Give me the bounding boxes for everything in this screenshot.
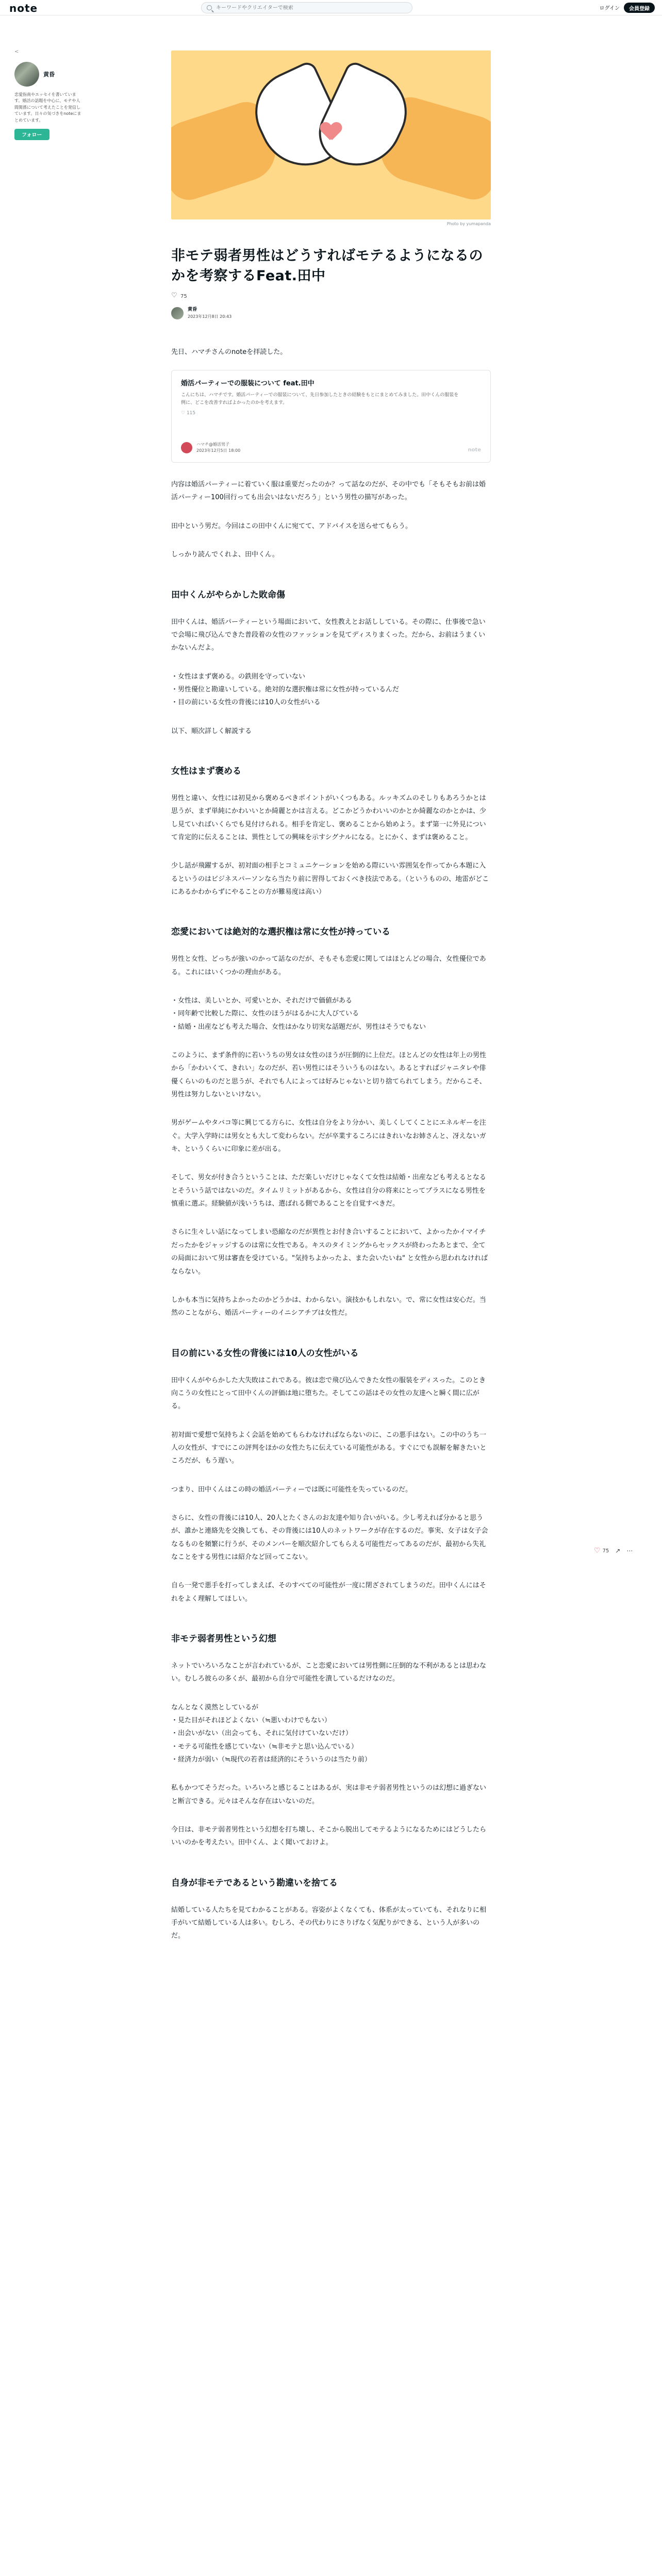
embed-title: 婚活パーティーでの服装について feat.田中	[181, 380, 315, 388]
section-heading: 目の前にいる女性の背後には10人の女性がいる	[171, 1348, 359, 1359]
creator-row	[14, 62, 81, 87]
bullet-list: ・女性は、美しいとか、可愛いとか、それだけで価値がある ・同年齢で比較した際に、女性のほうがはるかに大人びている ・結婚・出産なども考えた場合、女性はかなり切実な話題だが、男性はそうでもない	[171, 997, 426, 1031]
embed-author-avatar	[181, 442, 192, 453]
author-row	[171, 307, 491, 320]
embed-date: 2023年12月5日 18:00	[196, 448, 241, 453]
heart-illustration	[321, 123, 341, 143]
paragraph: なんとなく漠然としているが	[171, 1703, 259, 1711]
paragraph: 田中くんは、婚活パーティーという場面において、女性教えとお話ししている。その際に、仕事後で急いで会場に飛び込んできた普段着の女性のファッションを見てディスりまくった。だから、お前はうまくいかないんだよ。	[171, 618, 486, 652]
paragraph: 田中くんがやらかした大失敗はこれである。彼は恋で飛び込んできた女性の服装をディスった。このとき向こうの女性にとって田中くんの評価は地に堕ちた。そしてこの話はその女性の友達へと瞬く間に広がる。	[171, 1376, 486, 1411]
floating-like-count[interactable]: 75	[602, 1548, 609, 1554]
paragraph: 男がゲームやタバコ等に興じてる方らに、女性は自分をより分かい、美しくしてくことにエネルギーを注ぐ。大学入学時には男女とも大して変わらない。だが卒業するころにはきれいなお姉さんと、冴えないガキ、というくらいに印象に差が出る。	[171, 1119, 486, 1154]
embed-author-name: ハマチ@婚活男子	[196, 442, 229, 447]
signup-button[interactable]: 会員登録	[624, 3, 655, 13]
section-heading: 恋愛においては絶対的な選択権は常に女性が持っている	[171, 927, 390, 938]
follow-button[interactable]: フォロー	[14, 129, 49, 140]
paragraph: さらに、女性の背後には10人、20人とたくさんのお友達や知り合いがいる。少し考えれば分かると思うが、誰かと連絡先を交換しても、その背後には10人のネットワークが存在するのだ。事実、女子は女子会なるものを頻繁に行うが、そのメンバーを順次紹介してもらえる可能性だってあるのだが、最初から失礼なことをする男性には紹介など回ってこない。	[171, 1514, 488, 1561]
like-count[interactable]: 75	[180, 293, 187, 299]
paragraph: 私もかつてそうだった。いろいろと感じることはあるが、実は非モテ弱者男性というのは幻想に過ぎないと断言できる。元々はそんな存在はいないのだ。	[171, 1784, 487, 1805]
photo-credit[interactable]: Photo by yumapanda	[446, 222, 491, 226]
author-name[interactable]: 黄昏	[188, 307, 197, 313]
author-avatar[interactable]	[171, 307, 184, 319]
site-header	[0, 0, 662, 15]
like-row	[171, 293, 491, 299]
creator-name[interactable]: 黄昏	[43, 71, 55, 78]
paragraph: このように、まず条件的に若いうちの男女は女性のほうが圧倒的に上位だ。ほとんどの女性は年上の男性から「かわいくて、きれい」なのだが、若い男性にはそういうものはない。あるとすればジャニタレや俳優くらいのものだと思うが、それでも人によっては好みじゃないと切り捨てられてしまう。だからこそ、男性は努力しないといけない。	[171, 1052, 487, 1099]
paragraph: 内容は婚活パーティーに着ていく服は重要だったのか？って話なのだが、その中でも「そもそもお前は婚活パーティー100回行っても出会いはないだろう」という男性の描写があった。	[171, 481, 486, 502]
creator-avatar[interactable]	[14, 62, 39, 87]
author-meta	[188, 307, 231, 320]
embed-author	[181, 442, 240, 454]
bullet-list: ・見た目がそれほどよくない（≒悪いわけでもない） ・出会いがない（出会っても、それに気付けていないだけ） ・モテる可能性を感じていない（≒非モテと思い込んでいる） ・経済力が弱い（≒現代の若者は経済的にそういうのは当たり前）	[171, 1717, 371, 1764]
more-icon[interactable]: ⋯	[626, 1547, 633, 1554]
creator-sidebar	[14, 49, 81, 140]
share-icon[interactable]: ↗	[615, 1547, 621, 1554]
article-title: 非モテ弱者男性はどうすればモテるようになるのかを考察するFeat.田中	[171, 248, 483, 284]
paragraph: 男性と違い、女性には初見から褒めるべきポイントがいくつもある。ルッキズムのそしりもあろうかとは思うが、まず単純にかわいいとか綺麗とかは言える。どこかどうかわいいのかとか綺麗なのかとかは、少し見ていればいくらでも見付けられる。相手を肯定し、褒めることから始めよう。まず第一に外見について肯定的に伝えることは、異性としての興味を示すシグナルになる。とにかく、まずは褒めること。	[171, 794, 487, 841]
paragraph: 少し話が飛躍するが、初対面の相手とコミュニケーションを始める際にいい雰囲気を作ってから本題に入るというのはビジネスパーソンなら当たり前に習得しておくべき技法である。（というものの、地雷がどこにあるかわからずにやることの方が難易度は高い）	[171, 862, 489, 896]
hero-image	[171, 50, 491, 219]
section-heading: 自身が非モテであるという勘違いを捨てる	[171, 1877, 338, 1888]
section-heading: 田中くんがやらかした敗命傷	[171, 589, 285, 600]
paragraph: しかも本当に気持ちよかったのかどうかは、わからない。演技かもしれない。で、常に女性は安心だ。当然のことながら、婚活パーティーのイニシアチブは女性だ。	[171, 1296, 486, 1317]
search-icon	[207, 5, 212, 10]
intro-paragraph: 先日、ハマチさんのnoteを拝読した。	[171, 348, 287, 356]
floating-like-icon[interactable]: ♡	[594, 1547, 601, 1555]
section-heading: 非モテ弱者男性という幻想	[171, 1634, 276, 1644]
paragraph: つまり、田中くんはこの時の婚活パーティーでは既に可能性を失っているのだ。	[171, 1485, 412, 1494]
floating-action-bar	[594, 1547, 633, 1555]
bullet-list: ・女性はまず褒める。の鉄則を守っていない ・男性優位と勘違いしている。絶対的な選択権は常に女性が持っているんだ ・目の前にいる女性の背後には10人の女性がいる	[171, 672, 400, 707]
embed-like-count: ♡ 115	[181, 410, 196, 416]
paragraph: 初対面で愛想で気持ちよく会話を始めてもらわなければならないのに、この悪手はない。この中のうち一人の女性が、すでにこの評判をほかの女性たちに伝えている可能性がある。すぐにでも誤解を解きたいところだが、もう遅い。	[171, 1431, 487, 1465]
paragraph: 以下、順次詳しく解説する	[171, 727, 252, 735]
embed-description: こんにちは、ハマチです。婚活パーティーでの服装について、先日参加したときの経験をもとにまとめてみました。田中くんの服装を例に、どこを改善すればよかったのかを考えます。	[181, 393, 459, 405]
embed-author-meta	[196, 442, 240, 454]
like-heart-icon[interactable]	[171, 293, 177, 299]
publish-date: 2023年12月8日 20:43	[188, 314, 232, 319]
paragraph: さらに生々しい話になってしまい恐縮なのだが異性とお付き合いすることにおいて、よかったかイマイチだったかをジャッジするのは常に女性である。キスのタイミングからセックスが終わったあとまで、全ての局面において男は審査を受けている。"気持ちよかったよ、また会いたいね" と女性から思われなければならない。	[171, 1228, 488, 1276]
paragraph: 自ら一発で悪手を打ってしまえば、そのすべての可能性が一度に閉ざされてしまうのだ。田中くんにはそれをよく理解してほしい。	[171, 1582, 486, 1603]
back-link[interactable]: <	[14, 49, 19, 55]
search-input[interactable]	[216, 5, 402, 11]
paragraph: しっかり読んでくれよ、田中くん。	[171, 551, 279, 559]
login-button[interactable]: ログイン	[599, 6, 620, 11]
paragraph: ネットでいろいろなことが言われているが、こと恋愛においては男性側に圧倒的な不利があるとは思わない。むしろ彼らの多くが、最初から自分で可能性を潰しているだけなのだ。	[171, 1662, 487, 1683]
embed-note-logo: note	[468, 447, 481, 453]
embedded-note-card[interactable]	[171, 370, 491, 463]
paragraph: 今日は、非モテ弱者男性という幻想を打ち壊し、そこから脱出してモテるようになるためにはどうしたらいいのかを考えたい。田中くん、よく聞いておけよ。	[171, 1826, 487, 1847]
section-heading: 女性はまず褒める	[171, 766, 241, 776]
note-logo[interactable]: note	[9, 2, 38, 14]
search-bar[interactable]	[201, 2, 412, 13]
article-main	[171, 50, 491, 1943]
creator-bio: 恋愛指南やエッセイを書いています。婚活の話題を中心に、モテや人間関係について考えたことを発信しています。日々の気づきをnoteにまとめています。	[14, 92, 81, 123]
paragraph: そして、男女が付き合うということは、ただ楽しいだけじゃなくて女性は結婚・出産なども考えるとなるとそういう話ではないのだ。タイムリミットがあるから、女性は自分の将来にとってプラスになる男性を慎重に選ぶ。経験値が浅いうちは、選ばれる側であることを自覚すべきだ。	[171, 1174, 486, 1208]
paragraph: 田中という男だ。今回はこの田中くんに宛てて、アドバイスを送らせてもらう。	[171, 522, 412, 530]
paragraph: 男性と女性、どっちが強いのかって話なのだが、そもそも恋愛に関してはほとんどの場合、女性優位である。これにはいくつかの理由がある。	[171, 955, 486, 976]
paragraph: 結婚している人たちを見てわかることがある。容姿がよくなくても、体系が太っていても、それなりに相手がいて結婚している人は多い。むしろ、その代わりにさりげなく気配りができる、という人が多いのだ。	[171, 1906, 487, 1940]
